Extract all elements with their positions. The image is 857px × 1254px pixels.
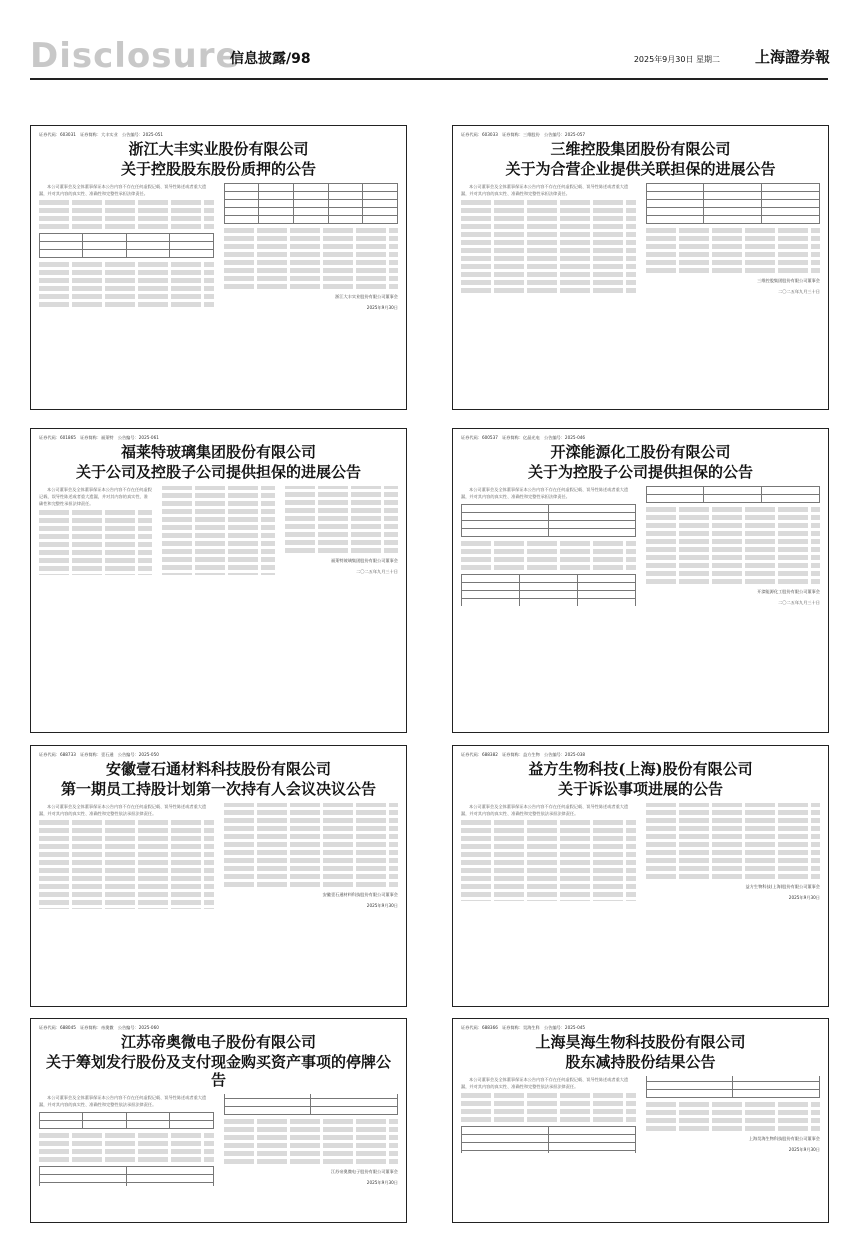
holding-table [224,183,399,224]
notice-intro: 本公司董事会及全体董事保证本公告内容不存在任何虚假记载、误导性陈述或者重大遗漏，并对其内容的真实性、准确性和完整性承担法律责任。 [461,487,629,499]
notice-dafeng [30,125,407,410]
notice-body [39,803,398,909]
brand-logo: Disclosure [30,36,240,76]
notice-intro: 本公司董事会及全体董事保证本公告内容不存在任何虚假记载、误导性陈述或者重大遗漏，并对其内容的真实性、准确性和完整性依法承担法律责任。 [39,804,207,816]
newspaper-name: 上海證券報 [754,48,830,66]
notice-intro: 本公司董事会及全体董事保证本公告内容不存在任何虚假记载、误导性陈述或者重大遗漏，并对其内容的真实性、准确性和完整性承担法律责任。 [39,184,207,196]
notice-intro: 本公司董事会及全体董事保证本公告内容不存在任何虚假记载、误导性陈述或者重大遗漏，并对其内容的真实性、准确性和完整性承担法律责任。 [39,487,152,506]
pledge-table [39,233,214,258]
masthead [30,38,830,74]
notice-company: 浙江大丰实业股份有限公司 [128,140,309,158]
notice-date: 2025年9月30日 [366,305,398,310]
notice-kailuan [452,428,829,733]
notice-haohai [452,1018,829,1223]
notice-codes: 证券代码：600537 证券简称：亿晶光电 公告编号：2025-046 [461,435,586,440]
guarantee-table [461,504,636,537]
section-title: 信息披露/98 [230,51,311,67]
notice-codes: 证券代码：601865 证券简称：福莱特 公告编号：2025-061 [39,435,159,440]
notice-date: 2025年9月30日 [366,1180,398,1185]
notice-signer: 浙江大丰实业股份有限公司董事会 [335,294,398,299]
notice-body [39,486,398,575]
notice-subject: 关于诉讼事项进展的公告 [557,780,723,798]
notice-subject: 关于为控股子公司提供担保的公告 [527,463,753,481]
notice-signer: 开滦能源化工股份有限公司董事会 [757,589,820,594]
issue-date: 2025年9月30日 星期二 [633,55,720,64]
notice-codes: 证券代码：688366 证券简称：昊海生科 公告编号：2025-045 [461,1025,586,1030]
notice-signer: 安徽壹石通材料科技股份有限公司董事会 [322,892,398,897]
notice-codes: 证券代码：688733 证券简称：壹石通 公告编号：2025-050 [39,752,159,757]
notice-codes: 证券代码：688045 证券简称：帝奥微 公告编号：2025-060 [39,1025,159,1030]
notice-intro: 本公司董事会及全体董事保证本公告内容不存在任何虚假记载、误导性陈述或者重大遗漏，并对其内容的真实性、准确性和完整性依法承担法律责任。 [461,1077,629,1089]
notice-subject: 关于控股股东股份质押的公告 [120,160,316,178]
notice-codes: 证券代码：603033 证券简称：三维股份 公告编号：2025-057 [461,132,586,137]
notice-subject: 第一期员工持股计划第一次持有人会议决议公告 [60,780,376,798]
notice-subject: 关于公司及控股子公司提供担保的进展公告 [75,463,361,481]
notice-signer: 益方生物科技(上海)股份有限公司董事会 [745,884,820,889]
notice-company: 福莱特玻璃集团股份有限公司 [120,443,316,461]
notice-company: 安徽壹石通材料科技股份有限公司 [105,760,331,778]
notice-codes: 证券代码：688382 证券简称：益方生物 公告编号：2025-038 [461,752,586,757]
finance-table [646,183,821,224]
notice-company: 江苏帝奥微电子股份有限公司 [120,1033,316,1051]
notice-sanwei [452,125,829,410]
notice-signer: 上海昊海生物科技股份有限公司董事会 [748,1136,820,1141]
notice-date: 二〇二五年九月三十日 [356,569,398,574]
notice-body [39,183,398,311]
notice-intro: 本公司董事会及全体董事保证本公告内容不存在任何虚假记载、误导性陈述或者重大遗漏，并对其内容的真实性、准确性和完整性承担法律责任。 [461,184,629,196]
suspension-table [39,1112,214,1129]
notice-yifang [452,745,829,1007]
notice-body [461,486,820,606]
notice-company: 三维控股集团股份有限公司 [550,140,731,158]
masthead-rule [30,78,828,80]
notice-yishitong [30,745,407,1007]
notice-body [461,183,820,296]
notice-date: 2025年9月30日 [788,895,820,900]
notice-company: 开滦能源化工股份有限公司 [550,443,731,461]
notice-signer: 三维控股集团股份有限公司董事会 [757,278,820,283]
notice-signer: 福莱特玻璃集团股份有限公司董事会 [330,558,398,563]
notice-intro: 本公司董事会及全体董事保证本公告内容不存在任何虚假记载、误导性陈述或者重大遗漏，并对其内容的真实性、准确性和完整性依法承担法律责任。 [461,804,629,816]
notice-signer: 江苏帝奥微电子股份有限公司董事会 [330,1169,398,1174]
notice-subject: 关于为合营企业提供关联担保的进展公告 [505,160,776,178]
notice-body [461,1076,820,1153]
notice-body [461,803,820,901]
notice-company: 益方生物科技(上海)股份有限公司 [528,760,753,778]
notice-codes: 证券代码：603031 证券简称：大丰实业 公告编号：2025-051 [39,132,164,137]
notice-company: 上海昊海生物科技股份有限公司 [535,1033,746,1051]
notice-subject: 股东减持股份结果公告 [565,1053,716,1071]
notice-intro: 本公司董事会及全体董事保证本公告内容不存在任何虚假记载、误导性陈述或者重大遗漏，并对其内容的真实性、准确性和完整性依法承担法律责任。 [39,1095,207,1107]
notice-flat [30,428,407,733]
notice-date: 二〇二五年九月三十日 [778,600,820,605]
notice-date: 2025年9月30日 [366,903,398,908]
notice-date: 2025年9月30日 [788,1147,820,1152]
notice-date: 二〇二五年九月三十日 [778,289,820,294]
notice-body [39,1094,398,1186]
notice-subject: 关于筹划发行股份及支付现金购买资产事项的停牌公告 [45,1053,391,1089]
notice-diaowei [30,1018,407,1223]
